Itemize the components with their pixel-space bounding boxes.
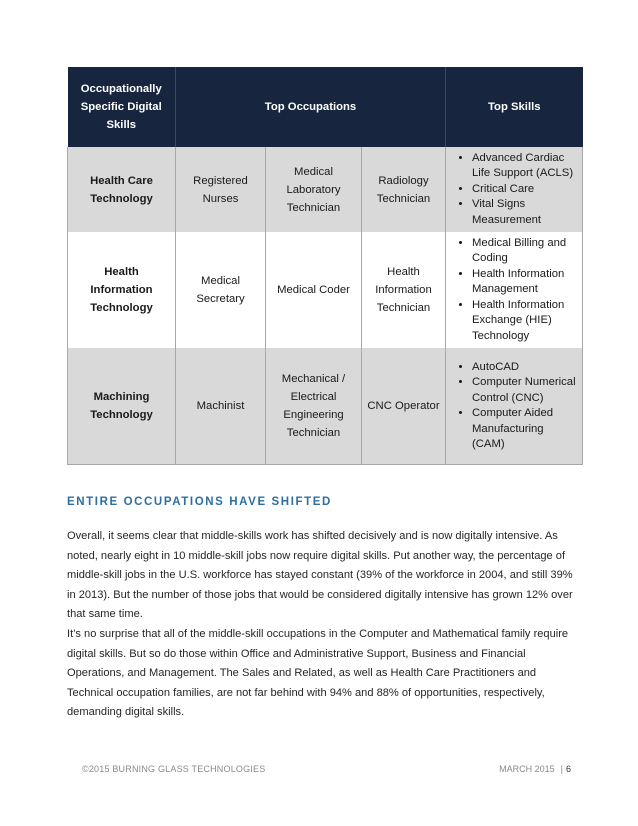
occupational-skills-table <box>67 67 583 465</box>
skills-list <box>446 151 578 229</box>
body-paragraph: Overall, it seems clear that middle-skills work has shifted decisively and is now digitally intensive. As noted, nearly eight in 10 middle-skill jobs now require digital skills. Put another way, the percentage of middle-skill jobs in the U.S. workforce has stayed constant (39% of the workforce in 2004, and still 39% in 2013). But the number of those jobs that would be considered digitally intensive has grown 12% over that same time. <box>67 530 573 621</box>
table-row <box>68 232 583 348</box>
body-paragraph: It’s no surprise that all of the middle-skill occupations in the Computer and Mathematical family require digital skills. But so do those within Office and Administrative Support, Business and Financial Operations, and Management. The Sales and Related, as well as Health Care Practitioners and Technical occupation families, are not far behind with 94% and 88% of opportunities, respectively, demanding digital skills. <box>67 628 569 719</box>
header-top-occupations: Top Occupations <box>176 67 446 147</box>
row-category: Health Information Technology <box>68 232 176 348</box>
footer-copyright: ©2015 BURNING GLASS TECHNOLOGIES <box>82 764 266 774</box>
occupation-cell: CNC Operator <box>362 348 446 465</box>
header-top-skills: Top Skills <box>446 67 583 147</box>
skill-item: • Critical Care <box>472 182 578 198</box>
skills-list <box>446 360 578 453</box>
skill-item: • Advanced Cardiac Life Support (ACLS) <box>472 151 578 182</box>
occupation-cell: Medical Secretary <box>176 232 266 348</box>
occupation-cell: Health Information Technician <box>362 232 446 348</box>
skill-item: • AutoCAD <box>472 360 578 376</box>
row-category: Machining Technology <box>68 348 176 465</box>
skills-cell <box>446 232 583 348</box>
footer-page-info <box>499 764 571 774</box>
occupation-cell: Radiology Technician <box>362 147 446 232</box>
skill-item: • Computer Numerical Control (CNC) <box>472 375 578 406</box>
row-category: Health Care Technology <box>68 147 176 232</box>
occupation-cell: Machinist <box>176 348 266 465</box>
table-row <box>68 348 583 465</box>
footer-date: MARCH 2015 <box>499 764 555 774</box>
header-digital-skills: Occupationally Specific Digital Skills <box>68 67 176 147</box>
skill-item: • Vital Signs Measurement <box>472 197 578 228</box>
skill-item: • Health Information Management <box>472 267 578 298</box>
section-heading: ENTIRE OCCUPATIONS HAVE SHIFTED <box>67 496 332 508</box>
table-header-row <box>68 67 583 147</box>
skills-cell <box>446 147 583 232</box>
skills-cell <box>446 348 583 465</box>
occupation-cell: Registered Nurses <box>176 147 266 232</box>
occupation-cell: Medical Coder <box>266 232 362 348</box>
skill-item: • Computer Aided Manufacturing (CAM) <box>472 406 578 453</box>
occupation-cell: Mechanical / Electrical Engineering Technician <box>266 348 362 465</box>
skills-list <box>446 236 578 345</box>
skill-item: • Health Information Exchange (HIE) Technology <box>472 298 578 345</box>
footer-separator: | <box>560 764 563 774</box>
table-row <box>68 147 583 232</box>
page-number: 6 <box>565 764 571 774</box>
occupation-cell: Medical Laboratory Technician <box>266 147 362 232</box>
skill-item: • Medical Billing and Coding <box>472 236 578 267</box>
